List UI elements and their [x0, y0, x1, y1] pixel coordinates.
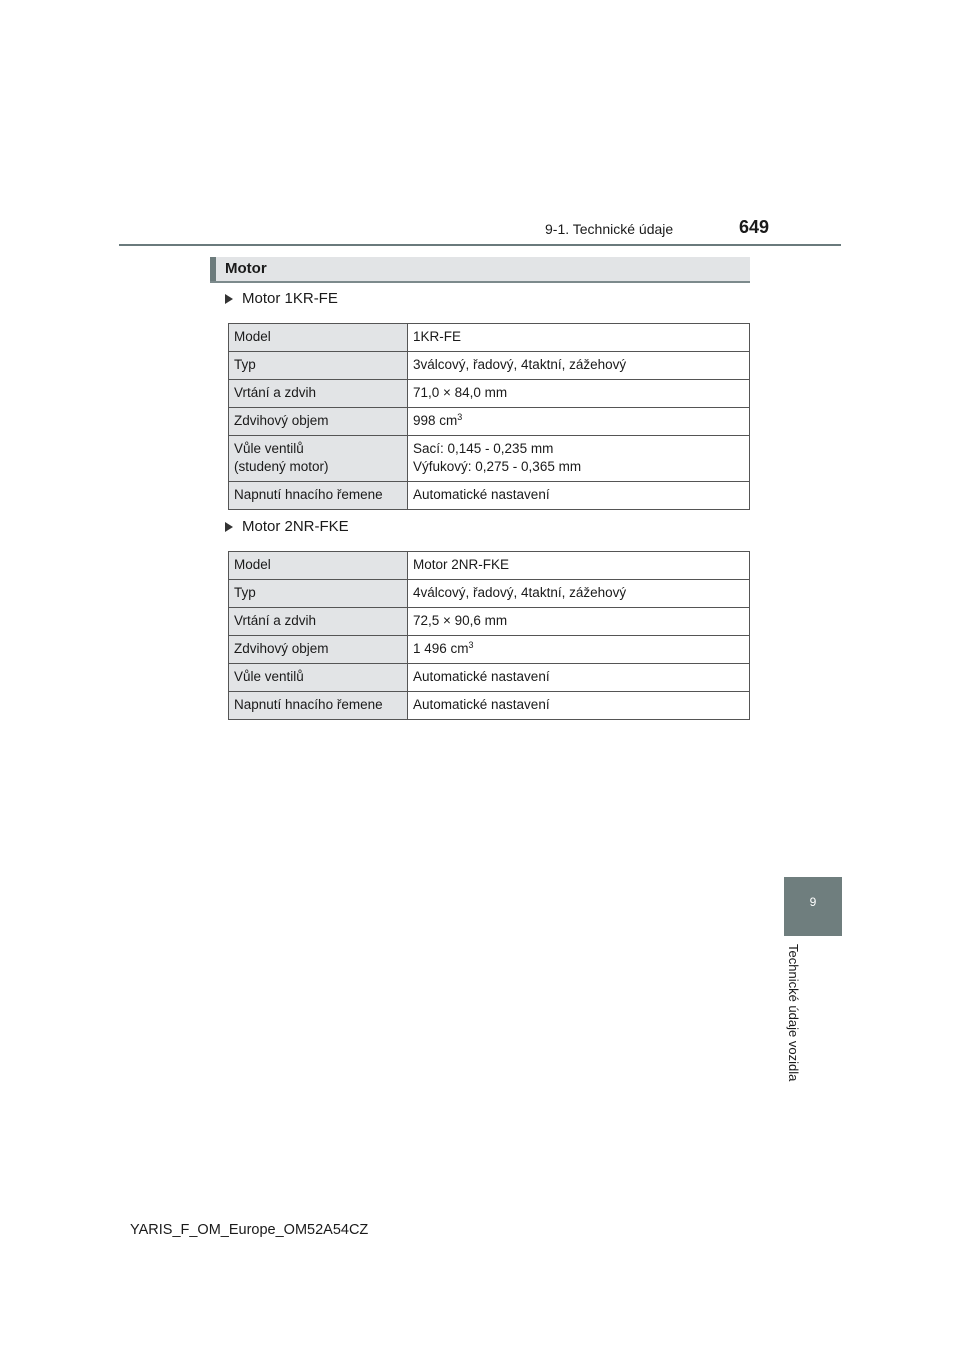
spec-value-line: Výfukový: 0,275 - 0,365 mm [413, 459, 582, 474]
triangle-bullet-icon [225, 294, 233, 304]
table-row [229, 636, 750, 664]
spec-key: Napnutí hnacího řemene [229, 692, 408, 720]
chapter-number: 9 [809, 895, 817, 909]
engine-2-heading [225, 518, 349, 535]
spec-key: Zdvihový objem [229, 408, 408, 436]
spec-value [408, 636, 750, 664]
spec-value: Automatické nastavení [408, 482, 750, 510]
spec-key-line: (studený motor) [234, 459, 329, 474]
spec-key: Model [229, 552, 408, 580]
spec-key: Vrtání a zdvih [229, 608, 408, 636]
chapter-label: Technické údaje vozidla [786, 944, 801, 1082]
engine-2-spec-table [228, 551, 750, 720]
table-row [229, 580, 750, 608]
table-row [229, 352, 750, 380]
superscript: 3 [457, 412, 463, 422]
spec-key-line: Vůle ventilů [234, 441, 304, 456]
spec-value: 71,0 × 84,0 mm [408, 380, 750, 408]
spec-value: Motor 2NR-FKE [408, 552, 750, 580]
engine-2-heading-text: Motor 2NR-FKE [242, 518, 349, 535]
spec-value: Automatické nastavení [408, 692, 750, 720]
header-section-title: 9-1. Technické údaje [545, 221, 674, 237]
spec-value: 3válcový, řadový, 4taktní, zážehový [408, 352, 750, 380]
footer-doc-code: YARIS_F_OM_Europe_OM52A54CZ [130, 1222, 369, 1238]
spec-key: Napnutí hnacího řemene [229, 482, 408, 510]
superscript: 3 [468, 640, 474, 650]
spec-value: 72,5 × 90,6 mm [408, 608, 750, 636]
engine-1-spec-table [228, 323, 750, 510]
table-row [229, 380, 750, 408]
table-row [229, 436, 750, 482]
spec-key: Typ [229, 352, 408, 380]
spec-key: Zdvihový objem [229, 636, 408, 664]
spec-value: 1KR-FE [408, 324, 750, 352]
table-row [229, 608, 750, 636]
section-heading-bar [210, 257, 750, 283]
spec-value: Automatické nastavení [408, 664, 750, 692]
section-title: Motor [225, 260, 267, 277]
page-number: 649 [739, 217, 770, 237]
spec-value [408, 436, 750, 482]
spec-key: Model [229, 324, 408, 352]
triangle-bullet-icon [225, 522, 233, 532]
spec-key: Vrtání a zdvih [229, 380, 408, 408]
table-row [229, 324, 750, 352]
table-row [229, 692, 750, 720]
spec-key: Vůle ventilů [229, 664, 408, 692]
spec-key: Typ [229, 580, 408, 608]
spec-key [229, 436, 408, 482]
spec-value-text: 998 cm [413, 413, 458, 428]
table-row [229, 664, 750, 692]
spec-value-text: 1 496 cm [413, 641, 469, 656]
table-row [229, 482, 750, 510]
spec-value: 4válcový, řadový, 4taktní, zážehový [408, 580, 750, 608]
spec-value [408, 408, 750, 436]
engine-1-heading [225, 290, 338, 307]
header-rule [119, 244, 841, 246]
table-row [229, 408, 750, 436]
chapter-tab [784, 877, 842, 936]
engine-1-heading-text: Motor 1KR-FE [242, 290, 338, 307]
table-row [229, 552, 750, 580]
spec-value-line: Sací: 0,145 - 0,235 mm [413, 441, 554, 456]
